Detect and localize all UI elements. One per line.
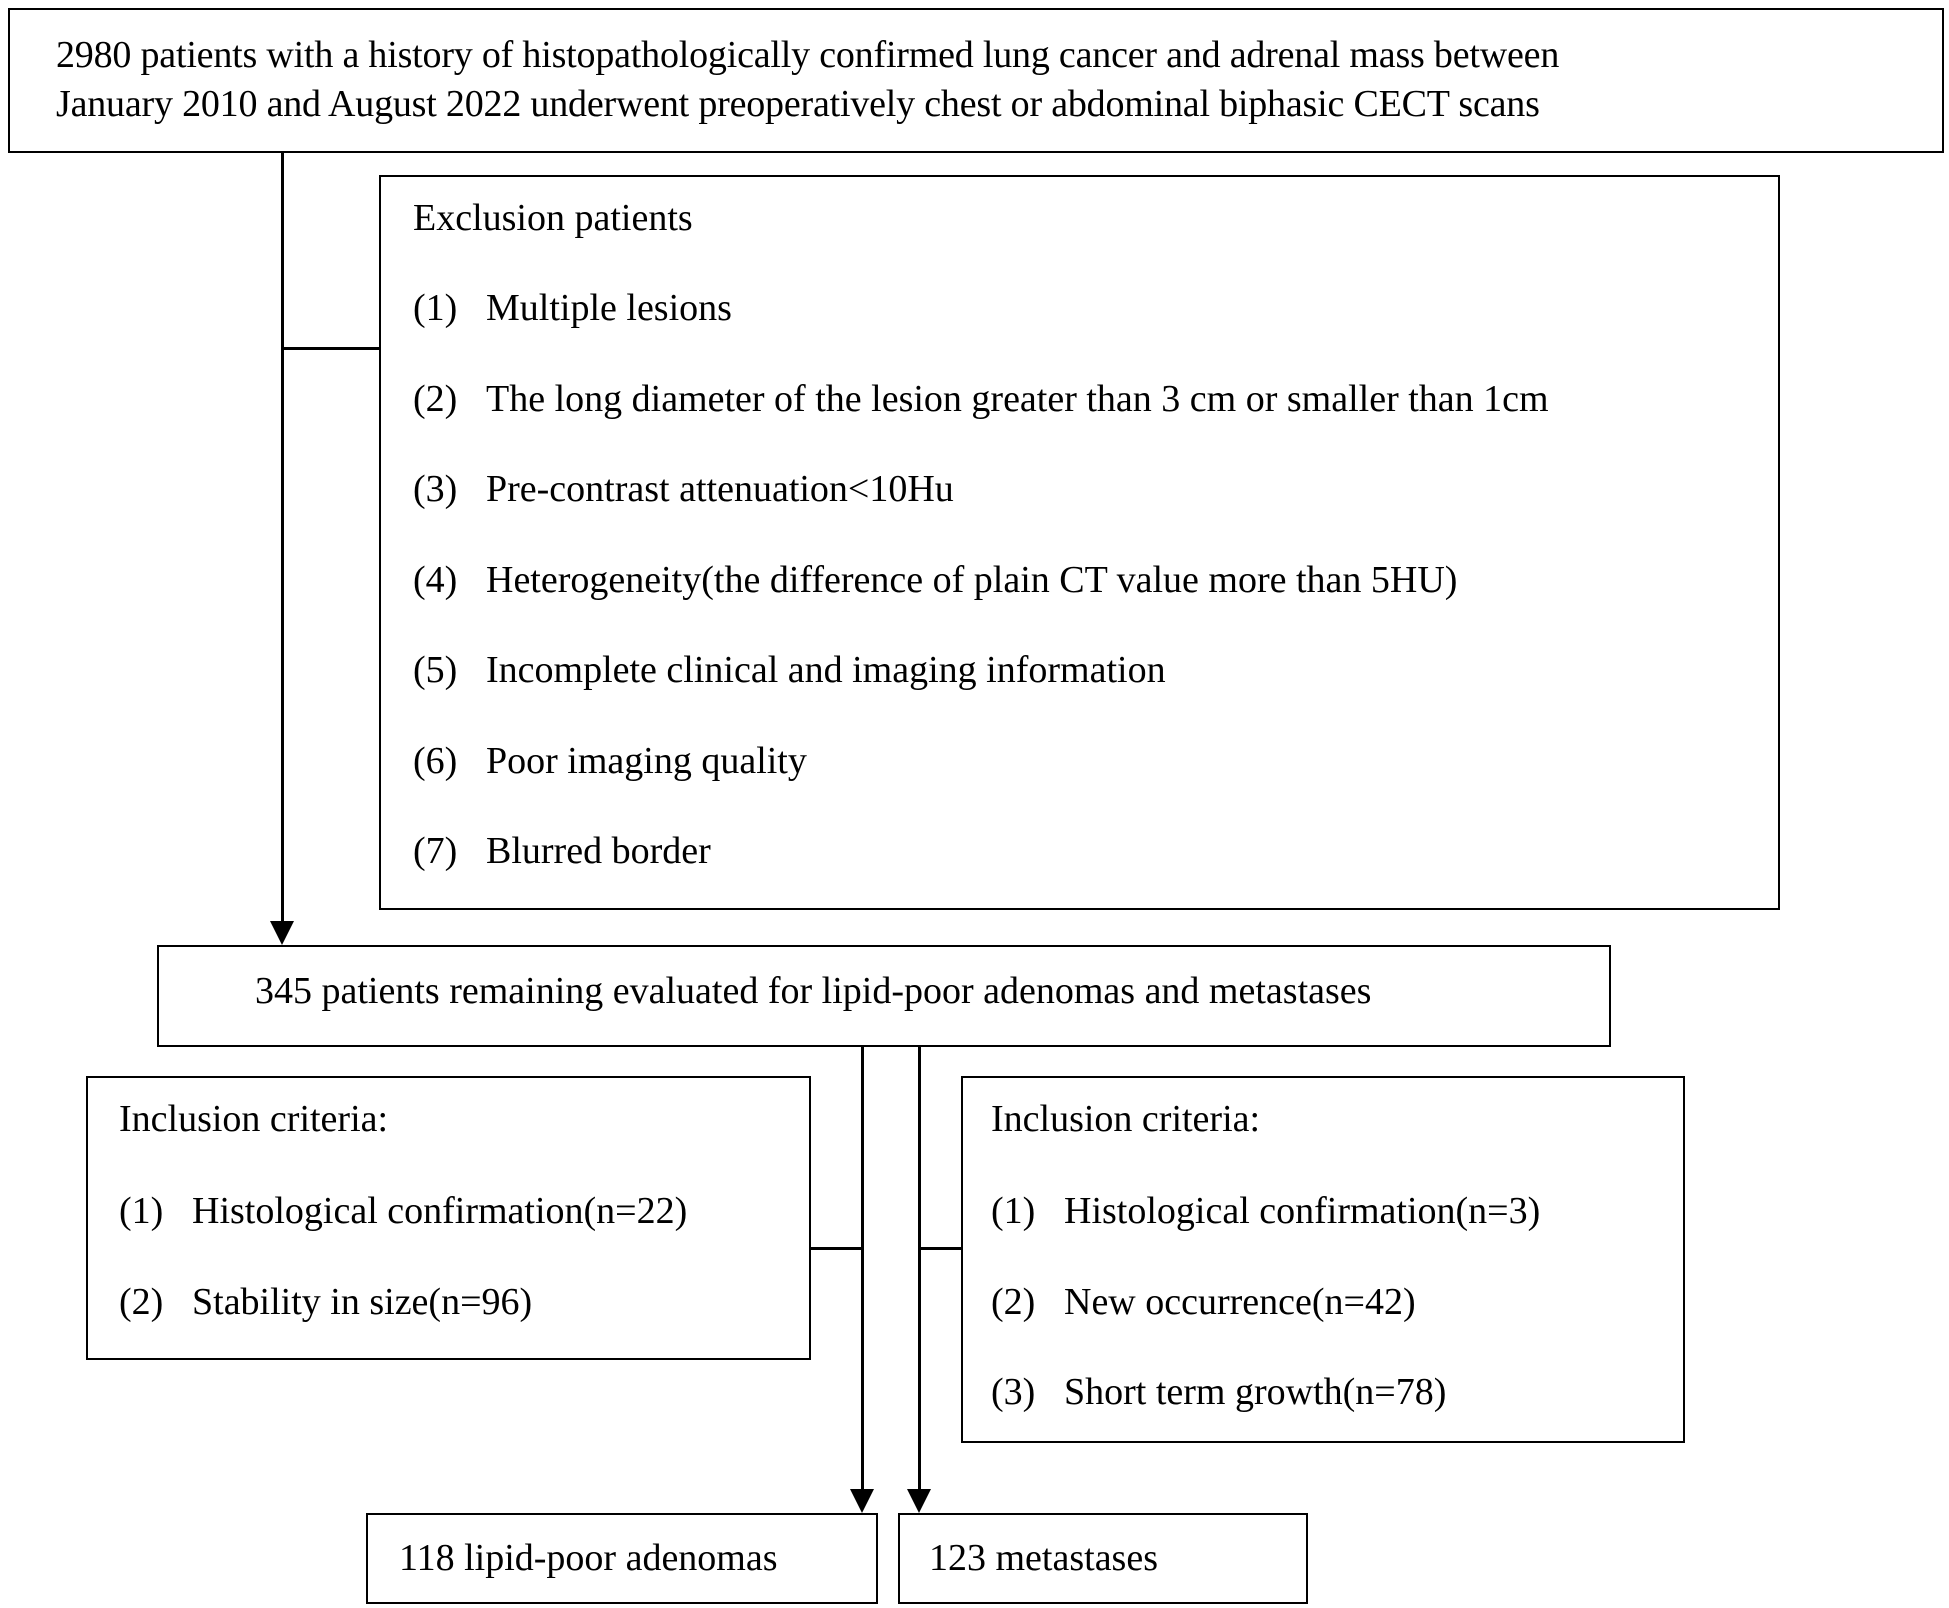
exclusion-connector: [281, 347, 380, 350]
inclusion-left-box: [86, 1076, 811, 1360]
exclusion-item-text: Incomplete clinical and imaging information: [486, 649, 1166, 691]
inclusion-item-text: New occurrence(n=42): [1064, 1281, 1416, 1323]
exclusion-item-num: (3): [413, 468, 458, 510]
exclusion-item-num: (5): [413, 649, 458, 691]
inclusion-item-text: Histological confirmation(n=22): [192, 1190, 688, 1232]
exclusion-item-num: (7): [413, 830, 458, 872]
remaining-text: 345 patients remaining evaluated for lipid-poor adenomas and metastases: [255, 970, 1372, 1012]
exclusion-item-num: (2): [413, 378, 458, 420]
exclusion-item-text: Poor imaging quality: [486, 740, 807, 782]
exclusion-item: [413, 742, 807, 780]
left-branch-line: [861, 1046, 864, 1493]
inclusion-item-num: (1): [991, 1190, 1036, 1232]
exclusion-item-text: The long diameter of the lesion greater than 3 cm or smaller than 1cm: [486, 378, 1549, 420]
result-metastases-box: [898, 1513, 1308, 1604]
top-box-line-2: January 2010 and August 2022 underwent preoperatively chest or abdominal biphasic CECT scans: [56, 83, 1540, 125]
top-box-line-1: 2980 patients with a history of histopathologically confirmed lung cancer and adrenal mass between: [56, 34, 1560, 76]
inclusion-right-box: [961, 1076, 1685, 1443]
inclusion-right-title: Inclusion criteria:: [991, 1098, 1261, 1140]
exclusion-box: [379, 175, 1780, 910]
inclusion-left-title: Inclusion criteria:: [119, 1098, 389, 1140]
arrow-to-remaining: [270, 921, 294, 945]
inclusion-right-item: [991, 1283, 1416, 1321]
right-branch-line: [918, 1046, 921, 1493]
exclusion-item-num: (6): [413, 740, 458, 782]
inclusion-item-text: Histological confirmation(n=3): [1064, 1190, 1541, 1232]
exclusion-item-text: Blurred border: [486, 830, 711, 872]
arrow-to-metastases: [907, 1489, 931, 1513]
exclusion-item: [413, 832, 711, 870]
exclusion-item-text: Pre-contrast attenuation<10Hu: [486, 468, 954, 510]
arrow-to-adenomas: [850, 1489, 874, 1513]
exclusion-item-num: (4): [413, 559, 458, 601]
inclusion-item-num: (2): [991, 1281, 1036, 1323]
inclusion-item-text: Short term growth(n=78): [1064, 1371, 1447, 1413]
inclusion-item-num: (1): [119, 1190, 164, 1232]
exclusion-item-text: Multiple lesions: [486, 287, 732, 329]
exclusion-item: [413, 289, 732, 327]
inclusion-right-item: [991, 1192, 1540, 1230]
inclusion-item-num: (3): [991, 1371, 1036, 1413]
exclusion-item-text: Heterogeneity(the difference of plain CT value more than 5HU): [486, 559, 1458, 601]
exclusion-item: [413, 561, 1457, 599]
result-adenomas-box: [366, 1513, 878, 1604]
remaining-box: [157, 945, 1611, 1047]
exclusion-item-num: (1): [413, 287, 458, 329]
exclusion-item: [413, 651, 1166, 689]
inclusion-left-item: [119, 1192, 687, 1230]
exclusion-item: [413, 470, 954, 508]
exclusion-title: Exclusion patients: [413, 197, 693, 239]
result-adenomas-text: 118 lipid-poor adenomas: [399, 1537, 778, 1579]
main-vertical-connector: [281, 152, 284, 924]
inclusion-item-num: (2): [119, 1281, 164, 1323]
exclusion-item: [413, 380, 1549, 418]
inclusion-item-text: Stability in size(n=96): [192, 1281, 533, 1323]
result-metastases-text: 123 metastases: [929, 1537, 1159, 1579]
left-inclusion-connector: [810, 1247, 863, 1250]
inclusion-left-item: [119, 1283, 532, 1321]
inclusion-right-item: [991, 1373, 1446, 1411]
right-inclusion-connector: [918, 1247, 963, 1250]
top-box: [8, 8, 1944, 153]
